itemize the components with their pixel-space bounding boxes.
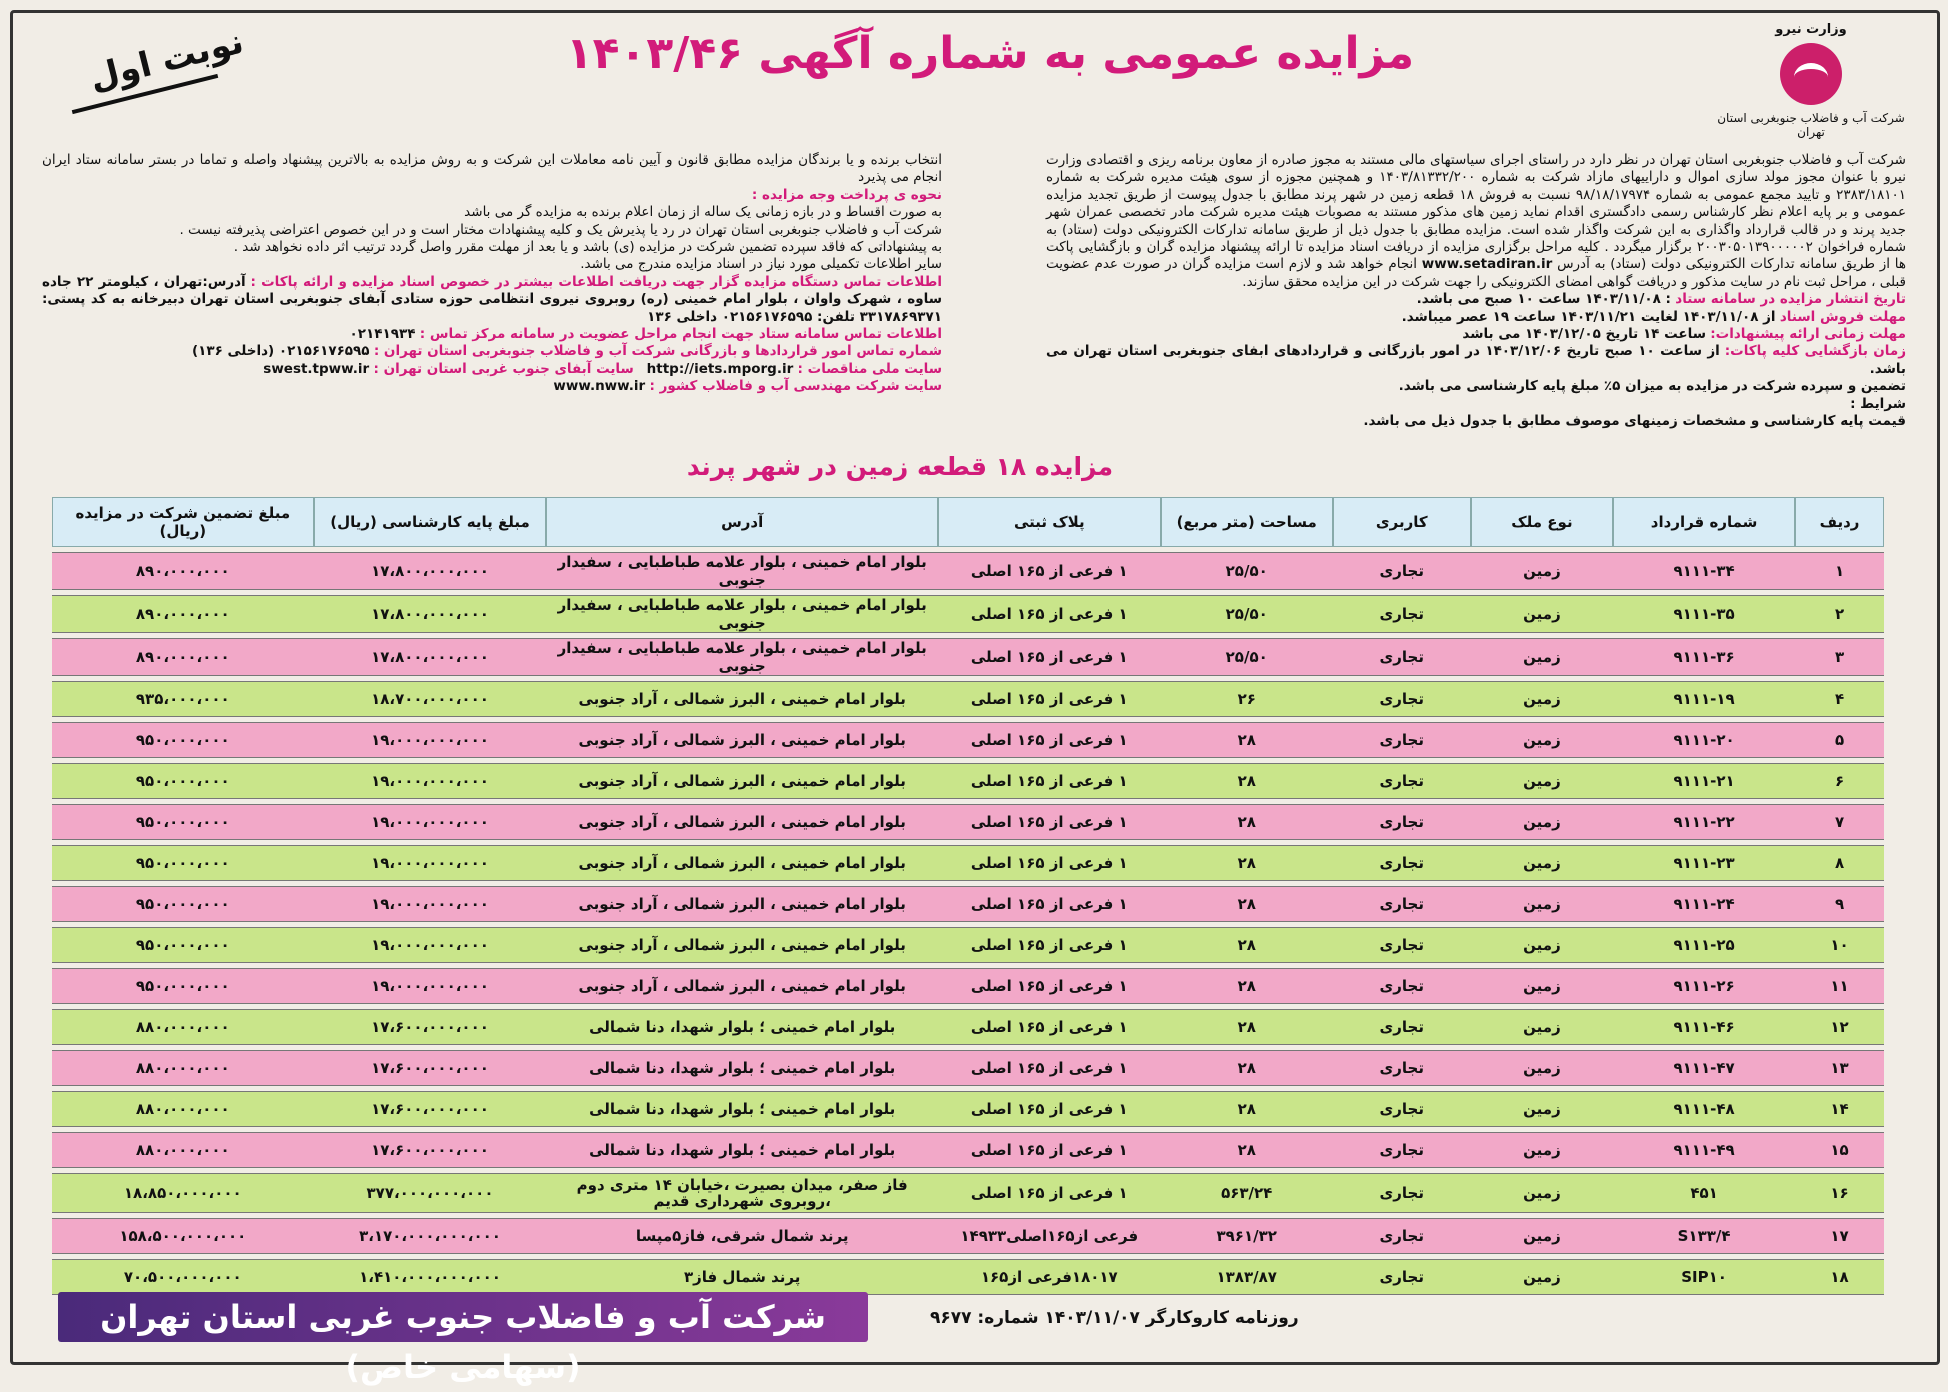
table-cell: ۹۱۱۱-۳۴ xyxy=(1613,552,1795,590)
table-cell: ۱۷،۶۰۰،۰۰۰،۰۰۰ xyxy=(314,1050,547,1086)
table-cell: ۸۸۰،۰۰۰،۰۰۰ xyxy=(52,1091,314,1127)
table-row xyxy=(52,1009,1884,1045)
table-cell: ۹۵۰،۰۰۰،۰۰۰ xyxy=(52,968,314,1004)
table-cell: ۱ فرعی از ۱۶۵ اصلی xyxy=(938,1050,1161,1086)
table-cell: ۲۵/۵۰ xyxy=(1161,595,1333,633)
table-cell: زمین xyxy=(1471,552,1613,590)
table-cell: ۴ xyxy=(1795,681,1884,717)
table-cell: ۱۲ xyxy=(1795,1009,1884,1045)
table-cell: ۱۷،۶۰۰،۰۰۰،۰۰۰ xyxy=(314,1091,547,1127)
table-cell: ۴۵۱ xyxy=(1613,1173,1795,1213)
table-cell: ۱ فرعی از ۱۶۵ اصلی xyxy=(938,1173,1161,1213)
ministry-label: وزارت نیرو xyxy=(1775,22,1847,37)
logo xyxy=(1716,22,1906,139)
col-header: ردیف xyxy=(1795,497,1884,547)
table-cell: بلوار امام خمینی ؛ بلوار شهدا، دنا شمالی xyxy=(546,1050,938,1086)
table-cell: ۱۷،۸۰۰،۰۰۰،۰۰۰ xyxy=(314,638,547,676)
publish-date-value: : ۱۴۰۳/۱۱/۰۸ ساعت ۱۰ صبح می باشد. xyxy=(1416,291,1671,308)
table-cell: ۲۸ xyxy=(1161,968,1333,1004)
table-cell: ۹۱۱۱-۱۹ xyxy=(1613,681,1795,717)
abfa-site-label: سایت آبفای جنوب غربی استان تهران : xyxy=(373,360,634,377)
table-row xyxy=(52,1259,1884,1295)
table-cell: ۱ فرعی از ۱۶۵ اصلی xyxy=(938,927,1161,963)
table-cell: زمین xyxy=(1471,1259,1613,1295)
table-cell: ۹۱۱۱-۲۲ xyxy=(1613,804,1795,840)
setad-site-link[interactable]: www.setadiran.ir xyxy=(1421,256,1553,273)
table-cell: تجاری xyxy=(1333,763,1471,799)
newspaper-info: روزنامه کاروکارگر ۱۴۰۳/۱۱/۰۷ شماره: ۹۶۷۷ xyxy=(930,1308,1299,1328)
table-cell: ۲۸ xyxy=(1161,804,1333,840)
col-header: پلاک ثبتی xyxy=(938,497,1161,547)
table-cell: زمین xyxy=(1471,968,1613,1004)
table-cell: ۱۷،۶۰۰،۰۰۰،۰۰۰ xyxy=(314,1009,547,1045)
table-cell: فاز صفر، میدان بصیرت ،خیابان ۱۴ متری دوم ،روبروی شهرداری قدیم xyxy=(546,1173,938,1213)
setad-phone: ۰۲۱۴۱۹۳۴ xyxy=(349,326,416,343)
table-row xyxy=(52,638,1884,676)
table-row xyxy=(52,804,1884,840)
table-row xyxy=(52,763,1884,799)
table-cell: ۹۵۰،۰۰۰،۰۰۰ xyxy=(52,927,314,963)
table-cell: ۲۸ xyxy=(1161,722,1333,758)
table-cell: ۹۱۱۱-۳۵ xyxy=(1613,595,1795,633)
table-cell: ۲۶ xyxy=(1161,681,1333,717)
opening-value: از ساعت ۱۰ صبح تاریخ ۱۴۰۳/۱۲/۰۶ در امور بازرگانی و قراردادهای ابفای جنوبغربی استان تهران می باشد. xyxy=(1046,343,1906,377)
table-title: مزایده ۱۸ قطعه زمین در شهر پرند xyxy=(686,452,1114,481)
table-cell: ۳۷۷،۰۰۰،۰۰۰،۰۰۰ xyxy=(314,1173,547,1213)
table-cell: ۱ فرعی از ۱۶۵ اصلی xyxy=(938,681,1161,717)
land-table xyxy=(52,492,1884,1300)
table-cell: ۹۱۱۱-۲۶ xyxy=(1613,968,1795,1004)
table-cell: ۸۸۰،۰۰۰،۰۰۰ xyxy=(52,1132,314,1168)
table-cell: ۱۳ xyxy=(1795,1050,1884,1086)
table-cell: زمین xyxy=(1471,1132,1613,1168)
table-cell: ۹۵۰،۰۰۰،۰۰۰ xyxy=(52,886,314,922)
table-cell: زمین xyxy=(1471,763,1613,799)
table-row xyxy=(52,968,1884,1004)
table-cell: ۴/S۱۳۳ xyxy=(1613,1218,1795,1254)
table-row xyxy=(52,886,1884,922)
intro-right xyxy=(1046,152,1906,431)
table-row xyxy=(52,1050,1884,1086)
table-row xyxy=(52,595,1884,633)
col-header: مبلغ تضمین شرکت در مزایده (ریال) xyxy=(52,497,314,547)
table-cell: زمین xyxy=(1471,1091,1613,1127)
table-body xyxy=(52,552,1884,1295)
table-cell: تجاری xyxy=(1333,804,1471,840)
table-cell: بلوار امام خمینی ، البرز شمالی ، آراد جنوبی xyxy=(546,804,938,840)
abfa-site-link[interactable]: swest.tpww.ir xyxy=(263,360,370,377)
table-cell: ۹ xyxy=(1795,886,1884,922)
table-cell: زمین xyxy=(1471,845,1613,881)
table-cell: تجاری xyxy=(1333,1259,1471,1295)
table-row xyxy=(52,552,1884,590)
table-cell: ۱،۴۱۰،۰۰۰،۰۰۰،۰۰۰ xyxy=(314,1259,547,1295)
table-cell: تجاری xyxy=(1333,638,1471,676)
table-cell: تجاری xyxy=(1333,552,1471,590)
table-cell: ۱۹،۰۰۰،۰۰۰،۰۰۰ xyxy=(314,845,547,881)
table-cell: ۹۵۰،۰۰۰،۰۰۰ xyxy=(52,804,314,840)
table-cell: ۱ فرعی از ۱۶۵ اصلی xyxy=(938,595,1161,633)
table-cell: ۲۵/۵۰ xyxy=(1161,638,1333,676)
table-cell: تجاری xyxy=(1333,1173,1471,1213)
table-cell: ۱ فرعی از ۱۶۵ اصلی xyxy=(938,722,1161,758)
payment-label: نحوه ی پرداخت وجه مزایده : xyxy=(751,186,942,203)
table-row xyxy=(52,722,1884,758)
opening-label: زمان بازگشایی کلیه پاکات: xyxy=(1724,343,1907,360)
table-cell: ۹۱۱۱-۴۷ xyxy=(1613,1050,1795,1086)
table-cell: ۸ xyxy=(1795,845,1884,881)
table-row xyxy=(52,681,1884,717)
publish-date-label: تاریخ انتشار مزایده در سامانه ستاد xyxy=(1675,291,1906,308)
table-cell: ۲۵/۵۰ xyxy=(1161,552,1333,590)
nww-site-link[interactable]: www.nww.ir xyxy=(553,378,646,395)
col-header: آدرس xyxy=(546,497,938,547)
table-cell: ۷۰،۵۰۰،۰۰۰،۰۰۰ xyxy=(52,1259,314,1295)
table-cell: زمین xyxy=(1471,1173,1613,1213)
table-cell: زمین xyxy=(1471,927,1613,963)
table-cell: تجاری xyxy=(1333,1091,1471,1127)
table-cell: زمین xyxy=(1471,804,1613,840)
table-cell: ۲۸ xyxy=(1161,1050,1333,1086)
col-header: نوع ملک xyxy=(1471,497,1613,547)
table-cell: زمین xyxy=(1471,722,1613,758)
table-cell: زمین xyxy=(1471,681,1613,717)
table-cell: ۹۱۱۱-۲۰ xyxy=(1613,722,1795,758)
payment-text: به صورت اقساط و در بازه زمانی یک ساله از زمان اعلام برنده به مزایده گر می باشد xyxy=(464,204,942,221)
company-logo-icon xyxy=(1780,43,1842,105)
doc-sale-value: از ۱۴۰۳/۱۱/۰۸ لغایت ۱۴۰۳/۱۱/۲۱ ساعت ۱۹ عصر میباشد. xyxy=(1401,308,1776,325)
table-cell: ۹۳۵،۰۰۰،۰۰۰ xyxy=(52,681,314,717)
contracts-label: شماره تماس امور قراردادها و بازرگانی شرکت آب و فاضلاب جنوبغربی استان تهران : xyxy=(373,343,942,360)
doc-sale-label: مهلت فروش اسناد xyxy=(1779,308,1906,325)
table-cell: ۱۹،۰۰۰،۰۰۰،۰۰۰ xyxy=(314,886,547,922)
company-small-label: شرکت آب و فاضلاب جنوبغربی استان تهران xyxy=(1717,111,1905,139)
table-cell: ۹۱۱۱-۲۴ xyxy=(1613,886,1795,922)
table-row xyxy=(52,1091,1884,1127)
table-cell: ۹۱۱۱-۴۹ xyxy=(1613,1132,1795,1168)
table-cell: ۱۹،۰۰۰،۰۰۰،۰۰۰ xyxy=(314,763,547,799)
table-cell: ۵۶۳/۲۴ xyxy=(1161,1173,1333,1213)
table-cell: ۳۹۶۱/۳۲ xyxy=(1161,1218,1333,1254)
table-cell: بلوار امام خمینی ، البرز شمالی ، آراد جنوبی xyxy=(546,886,938,922)
table-cell: SIP۱۰ xyxy=(1613,1259,1795,1295)
table-cell: تجاری xyxy=(1333,681,1471,717)
table-cell: ۱ فرعی از ۱۶۵ اصلی xyxy=(938,1009,1161,1045)
intro-paragraph-b: انجام خواهد شد و لازم است مزایده گران در صورت عدم عضویت قبلی ، مراحل ثبت نام در سایت مذکور و دریافت گواهی امضای الکترونیکی را جهت شرکت در این مزایده محقق سازند. xyxy=(1046,256,1906,290)
table-cell: ۱۸،۸۵۰،۰۰۰،۰۰۰ xyxy=(52,1173,314,1213)
table-row xyxy=(52,927,1884,963)
table-header-row xyxy=(52,497,1884,547)
table-cell: ۱۷،۸۰۰،۰۰۰،۰۰۰ xyxy=(314,595,547,633)
table-cell: ۹۵۰،۰۰۰،۰۰۰ xyxy=(52,722,314,758)
table-row xyxy=(52,1132,1884,1168)
table-cell: ۸۹۰،۰۰۰،۰۰۰ xyxy=(52,595,314,633)
table-cell: ۲۸ xyxy=(1161,763,1333,799)
table-cell: ۱۹،۰۰۰،۰۰۰،۰۰۰ xyxy=(314,927,547,963)
table-cell: زمین xyxy=(1471,638,1613,676)
extra-info-text: سایر اطلاعات تکمیلی مورد نیاز در اسناد مزایده مندرج می باشد. xyxy=(580,256,942,273)
conditions-label: شرایط : xyxy=(1850,395,1906,412)
col-header: کاربری xyxy=(1333,497,1471,547)
table-cell: ۱۶ xyxy=(1795,1173,1884,1213)
table-cell: ۱ فرعی از ۱۶۵ اصلی xyxy=(938,1091,1161,1127)
table-cell: تجاری xyxy=(1333,1009,1471,1045)
table-cell: ۹۵۰،۰۰۰،۰۰۰ xyxy=(52,763,314,799)
table-cell: ۱۹،۰۰۰،۰۰۰،۰۰۰ xyxy=(314,968,547,1004)
table-cell: بلوار امام خمینی ، بلوار علامه طباطبایی ، سفیدار جنوبی xyxy=(546,595,938,633)
table-cell: ۹۱۱۱-۴۶ xyxy=(1613,1009,1795,1045)
col-header: شماره قرارداد xyxy=(1613,497,1795,547)
table-cell: زمین xyxy=(1471,1050,1613,1086)
table-cell: ۳ xyxy=(1795,638,1884,676)
table-cell: ۵ xyxy=(1795,722,1884,758)
table-cell: بلوار امام خمینی ، البرز شمالی ، آراد جنوبی xyxy=(546,845,938,881)
table-cell: ۱۷،۶۰۰،۰۰۰،۰۰۰ xyxy=(314,1132,547,1168)
table-cell: بلوار امام خمینی ، البرز شمالی ، آراد جنوبی xyxy=(546,927,938,963)
table-cell: پرند شمال فاز۳ xyxy=(546,1259,938,1295)
table-cell: ۱۸۰۱۷فرعی از۱۶۵ xyxy=(938,1259,1161,1295)
table-cell: بلوار امام خمینی ، البرز شمالی ، آراد جنوبی xyxy=(546,763,938,799)
table-cell: ۱۴ xyxy=(1795,1091,1884,1127)
table-cell: ۱۱ xyxy=(1795,968,1884,1004)
offer-deadline-label: مهلت زمانی ارائه پیشنهادات: xyxy=(1710,326,1906,343)
table-cell: ۲۸ xyxy=(1161,886,1333,922)
table-cell: ۱ فرعی از ۱۶۵ اصلی xyxy=(938,845,1161,881)
table-cell: ۱ xyxy=(1795,552,1884,590)
intro-paragraph: شرکت آب و فاضلاب جنوبغربی استان تهران در نظر دارد در راستای اجرای سیاستهای مالی مستند به مجوز صادره از معاون برنامه ریزی و اقتصادی وزارت نیرو با عنوان مجوز مولد سازی اموال و داراییهای مازاد شرکت به شماره ۱۴۰۳/۸۱۳۳۲/۲۰۰ و همچنین مجوزه از سوی هیئت مدیره شرکت به شماره ۲۳۸۳/۱۸۱۰۱ و تایید مجمع عمومی به شماره ۹۸/۱۸/۱۷۹۷۴ نسبت به فروش ۱۸ قطعه زمین در شهر پرند مطابق با جدول پیوست از طریق تجدید مزایده عمومی و بر پایه اعلام نظر کارشناس رسمی دادگستری اقدام نماید زمین های مذکور مستند به مصوبات هیئت مدیره شرکت مادر تخصصی عمران شهر جدید پرند و در قالب قرارداد واگذاری به این شرکت واگذار شده است. مزایده مطابق با جدول ذیل از طریق سامانه تدارکات الکترونیکی دولت (ستاد) به شماره فراخوان ۲۰۰۳۰۵۰۱۳۹۰۰۰۰۰۲ برگزار میگردد . کلیه مراحل برگزاری مزایده از دریافت اسناد مزایده تا ارائه پیشنهاد مزایده گران و بازگشایی پاکت ها از طریق سامانه تدارکات الکترونیکی دولت (ستاد) به آدرس xyxy=(1046,152,1907,273)
table-cell: بلوار امام خمینی ، البرز شمالی ، آراد جنوبی xyxy=(546,968,938,1004)
table-cell: تجاری xyxy=(1333,595,1471,633)
table-cell: ۹۱۱۱-۲۱ xyxy=(1613,763,1795,799)
table-cell: تجاری xyxy=(1333,886,1471,922)
table-cell: تجاری xyxy=(1333,968,1471,1004)
price-note: قیمت پایه کارشناسی و مشخصات زمینهای موصوف مطابق با جدول ذیل می باشد. xyxy=(1363,413,1906,430)
table-cell: ۹۱۱۱-۲۳ xyxy=(1613,845,1795,881)
table-cell: ۱۳۸۳/۸۷ xyxy=(1161,1259,1333,1295)
contact-label: اطلاعات تماس دستگاه مزایده گزار جهت دریافت اطلاعات بیشتر در خصوص اسناد مزایده و ارائه پاکات : xyxy=(250,273,942,290)
table-cell: تجاری xyxy=(1333,927,1471,963)
deposit-text: به پیشنهاداتی که فاقد سپرده تضمین شرکت در مزایده (ی) باشد و یا بعد از مهلت مقرر واصل گردد ترتیب اثر داده نخواهد شد . xyxy=(233,239,942,256)
table-cell: ۱ فرعی از ۱۶۵ اصلی xyxy=(938,1132,1161,1168)
table-cell: ۱ فرعی از ۱۶۵ اصلی xyxy=(938,804,1161,840)
table-cell: بلوار امام خمینی ، البرز شمالی ، آراد جنوبی xyxy=(546,722,938,758)
table-cell: ۷ xyxy=(1795,804,1884,840)
table-cell: ۹۱۱۱-۳۶ xyxy=(1613,638,1795,676)
table-cell: ۹۱۱۱-۲۵ xyxy=(1613,927,1795,963)
table-cell: ۱۹،۰۰۰،۰۰۰،۰۰۰ xyxy=(314,722,547,758)
rejection-text: شرکت آب و فاضلاب جنوبغربی استان تهران در رد یا پذیرش یک و کلیه پیشنهادات مختار است و در این خصوص اعتراضی پذیرفته نیست . xyxy=(179,221,942,238)
table-cell: زمین xyxy=(1471,886,1613,922)
tender-site-link[interactable]: http://iets.mporg.ir xyxy=(646,360,794,377)
table-cell: زمین xyxy=(1471,1009,1613,1045)
setad-contact-label: اطلاعات تماس سامانه ستاد جهت انجام مراحل عضویت در سامانه مرکز تماس : xyxy=(419,326,942,343)
table-cell: ۱ فرعی از ۱۶۵ اصلی xyxy=(938,763,1161,799)
contracts-phone: ۰۲۱۵۶۱۷۶۵۹۵ (داخلی ۱۳۶) xyxy=(191,343,370,360)
table-cell: ۱۰ xyxy=(1795,927,1884,963)
table-cell: بلوار امام خمینی ، البرز شمالی ، آراد جنوبی xyxy=(546,681,938,717)
table-cell: زمین xyxy=(1471,1218,1613,1254)
table-cell: ۹۵۰،۰۰۰،۰۰۰ xyxy=(52,845,314,881)
nww-site-label: سایت شرکت مهندسی آب و فاضلاب کشور : xyxy=(649,378,942,395)
table-cell: بلوار امام خمینی ، بلوار علامه طباطبایی ، سفیدار جنوبی xyxy=(546,552,938,590)
table-cell: فرعی از۱۶۵اصلی۱۴۹۳۳ xyxy=(938,1218,1161,1254)
table-cell: ۸۸۰،۰۰۰،۰۰۰ xyxy=(52,1050,314,1086)
footer-banner: شرکت آب و فاضلاب جنوب غربی استان تهران (سهامی خاص) xyxy=(58,1292,868,1342)
table-row xyxy=(52,1218,1884,1254)
table-cell: ۲۸ xyxy=(1161,927,1333,963)
round-label: نوبت اول xyxy=(85,21,248,99)
offer-deadline-value: ساعت ۱۴ تاریخ ۱۴۰۳/۱۲/۰۵ می باشد xyxy=(1462,326,1706,343)
table-cell: ۸۹۰،۰۰۰،۰۰۰ xyxy=(52,638,314,676)
table-cell: ۸۸۰،۰۰۰،۰۰۰ xyxy=(52,1009,314,1045)
address-text: آدرس:تهران ، کیلومتر ۲۲ جاده ساوه ، شهرک واوان ، بلوار امام خمینی (ره) روبروی نیروی انتظامی حوزه ستادی آبفای جنوبغربی استان تهران دبیرخانه به کد پستی: ۳۳۱۷۸۶۹۳۷۱ تلفن: ۰۲۱۵۶۱۷۶۵۹۵ داخلی ۱۳۶ xyxy=(42,273,942,325)
col-header: مبلغ پایه کارشناسی (ریال) xyxy=(314,497,547,547)
table-cell: بلوار امام خمینی ؛ بلوار شهدا، دنا شمالی xyxy=(546,1091,938,1127)
table-cell: ۱ فرعی از ۱۶۵ اصلی xyxy=(938,638,1161,676)
table-cell: تجاری xyxy=(1333,1218,1471,1254)
table-cell: تجاری xyxy=(1333,1132,1471,1168)
table-cell: تجاری xyxy=(1333,1050,1471,1086)
table-row xyxy=(52,1173,1884,1213)
table-cell: ۳،۱۷۰،۰۰۰،۰۰۰،۰۰۰ xyxy=(314,1218,547,1254)
table-cell: ۱۷،۸۰۰،۰۰۰،۰۰۰ xyxy=(314,552,547,590)
table-cell: ۱ فرعی از ۱۶۵ اصلی xyxy=(938,552,1161,590)
page-title: مزایده عمومی به شماره آگهی ۱۴۰۳/۴۶ xyxy=(565,28,1415,79)
table-cell: ۱۵۸،۵۰۰،۰۰۰،۰۰۰ xyxy=(52,1218,314,1254)
winner-text: انتخاب برنده و یا برندگان مزایده مطابق قانون و آیین نامه معاملات این شرکت و به روش مزایده به بالاترین پیشنهاد واصله و تماما در بستر سامانه ستاد ایران انجام می پذیرد xyxy=(42,152,942,186)
table-row xyxy=(52,845,1884,881)
table-cell: ۱۵ xyxy=(1795,1132,1884,1168)
table-cell: بلوار امام خمینی ، بلوار علامه طباطبایی ، سفیدار جنوبی xyxy=(546,638,938,676)
table-cell: ۸۹۰،۰۰۰،۰۰۰ xyxy=(52,552,314,590)
table-cell: ۲۸ xyxy=(1161,845,1333,881)
table-cell: ۱۷ xyxy=(1795,1218,1884,1254)
table-cell: بلوار امام خمینی ؛ بلوار شهدا، دنا شمالی xyxy=(546,1132,938,1168)
table-cell: بلوار امام خمینی ؛ بلوار شهدا، دنا شمالی xyxy=(546,1009,938,1045)
table-cell: پرند شمال شرقی، فاز۵مپسا xyxy=(546,1218,938,1254)
table-cell: ۱۸ xyxy=(1795,1259,1884,1295)
table-cell: ۶ xyxy=(1795,763,1884,799)
table-cell: ۱ فرعی از ۱۶۵ اصلی xyxy=(938,968,1161,1004)
table-cell: ۱۸،۷۰۰،۰۰۰،۰۰۰ xyxy=(314,681,547,717)
table-cell: ۲ xyxy=(1795,595,1884,633)
table-cell: تجاری xyxy=(1333,845,1471,881)
table-cell: ۲۸ xyxy=(1161,1132,1333,1168)
col-header: مساحت (متر مربع) xyxy=(1161,497,1333,547)
tender-site-label: سایت ملی مناقصات : xyxy=(797,360,942,377)
table-cell: تجاری xyxy=(1333,722,1471,758)
table-cell: زمین xyxy=(1471,595,1613,633)
guarantee-text: تضمین و سپرده شرکت در مزایده به میزان ۵٪ مبلغ پایه کارشناسی می باشد. xyxy=(1398,378,1906,395)
table-cell: ۱ فرعی از ۱۶۵ اصلی xyxy=(938,886,1161,922)
table-cell: ۲۸ xyxy=(1161,1009,1333,1045)
table-cell: ۹۱۱۱-۴۸ xyxy=(1613,1091,1795,1127)
intro-left xyxy=(42,152,942,396)
table-cell: ۲۸ xyxy=(1161,1091,1333,1127)
table-cell: ۱۹،۰۰۰،۰۰۰،۰۰۰ xyxy=(314,804,547,840)
